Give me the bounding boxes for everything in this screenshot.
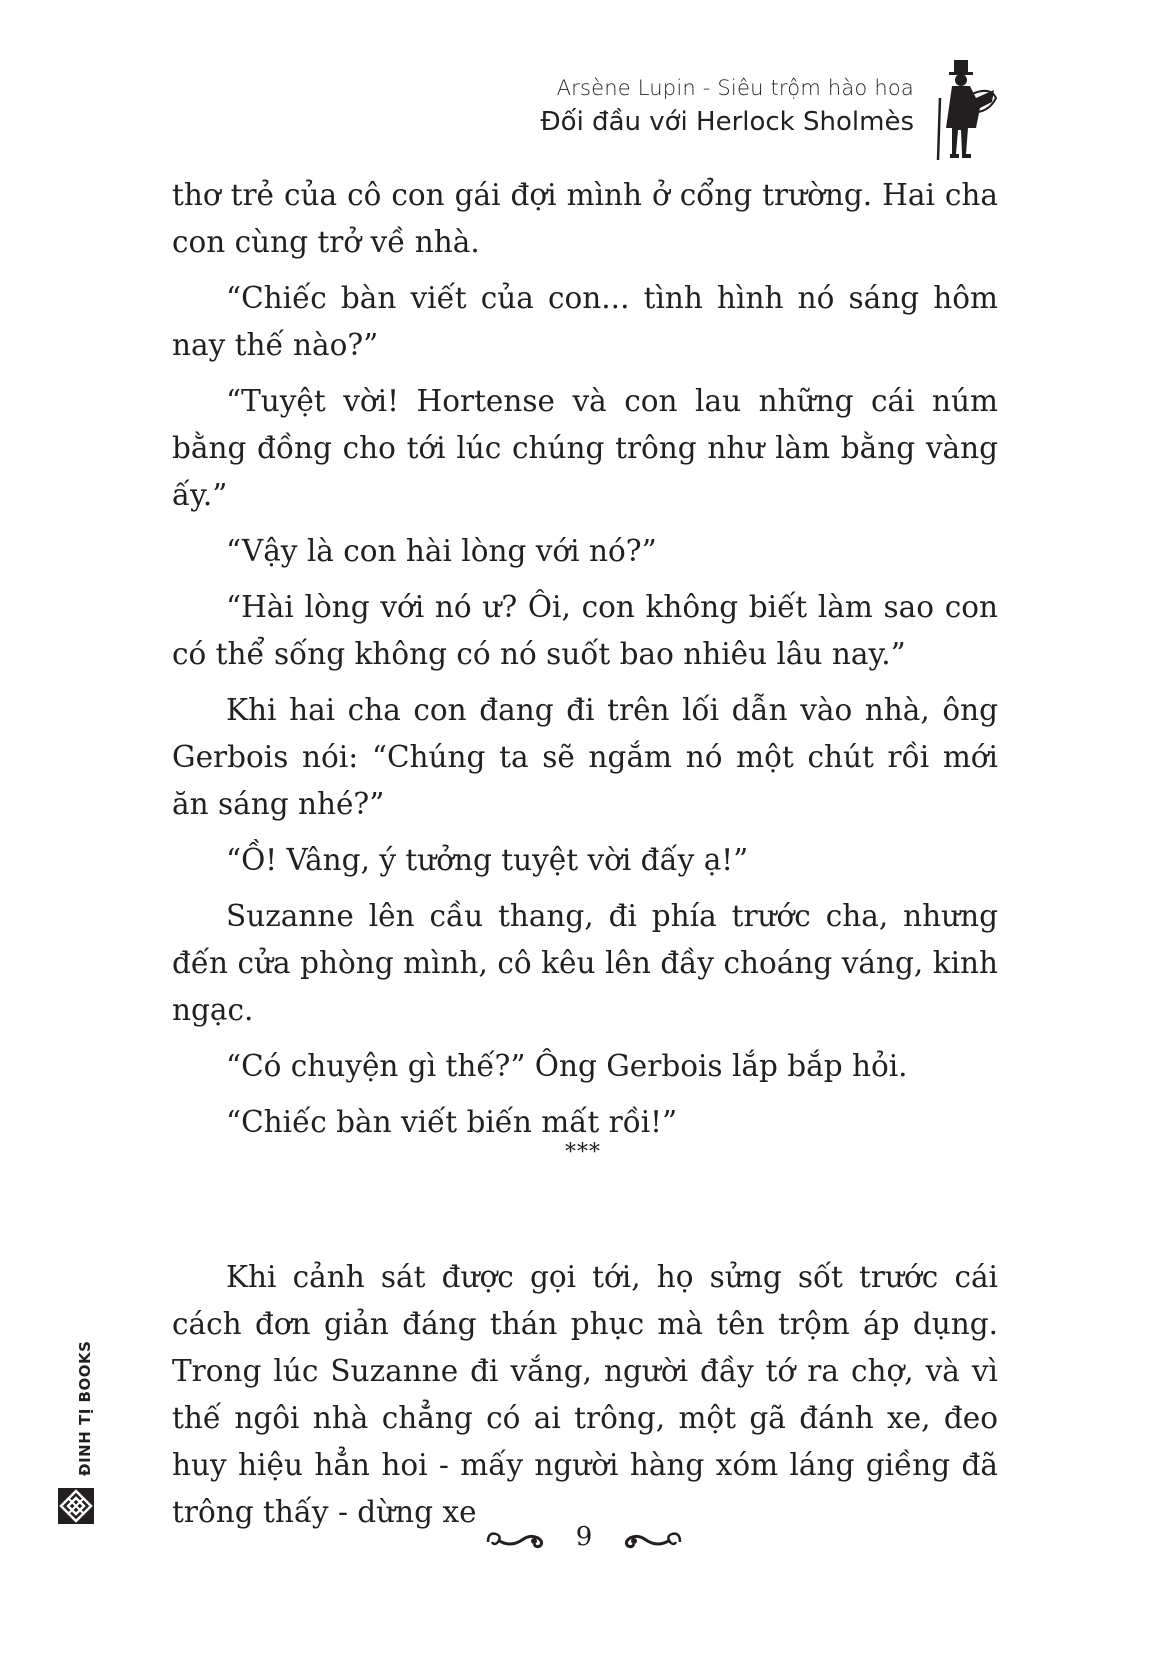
scroll-flourish-icon — [484, 1526, 546, 1552]
book-title: Đối đầu với Herlock Sholmès — [540, 107, 914, 137]
paragraph: “Chiếc bàn viết biến mất rồi!” — [226, 1105, 678, 1139]
paragraph: “Chiếc bàn viết của con... tình hình nó sáng hôm nay thế nào?” — [172, 281, 998, 362]
paragraph: “Ồ! Vâng, ý tưởng tuyệt vời đấy ạ!” — [226, 843, 749, 877]
paragraph: Khi hai cha con đang đi trên lối dẫn vào nhà, ông Gerbois nói: “Chúng ta sẽ ngắm nó một chút rồi mới ăn sáng nhé?” — [172, 693, 998, 821]
publisher-name: ĐINH TỊ BOOKS — [76, 1340, 94, 1476]
page-footer — [0, 1520, 1166, 1560]
section-separator: *** — [565, 1140, 601, 1165]
running-header — [541, 74, 914, 140]
diamond-knot-logo-icon — [56, 1486, 96, 1526]
main-text-continued — [172, 1254, 998, 1536]
page-number: 9 — [575, 1522, 593, 1552]
paragraph: “Tuyệt vời! Hortense và con lau những cái núm bằng đồng cho tới lúc chúng trông như làm bằng vàng ấy.” — [172, 384, 998, 512]
gentleman-thief-silhouette-icon — [932, 58, 998, 162]
paragraph: “Hài lòng với nó ư? Ôi, con không biết làm sao con có thể sống không có nó suốt bao nhiêu lâu nay.” — [172, 590, 998, 671]
paragraph: Suzanne lên cầu thang, đi phía trước cha, nhưng đến cửa phòng mình, cô kêu lên đầy choáng váng, kinh ngạc. — [172, 899, 998, 1027]
paragraph: thơ trẻ của cô con gái đợi mình ở cổng trường. Hai cha con cùng trở về nhà. — [172, 178, 998, 259]
main-text — [172, 172, 998, 1155]
scroll-flourish-icon — [622, 1526, 684, 1552]
paragraph: “Có chuyện gì thế?” Ông Gerbois lắp bắp hỏi. — [226, 1049, 908, 1083]
series-title: Arsène Lupin - Siêu trộm hào hoa — [556, 76, 914, 100]
publisher-mark — [56, 1340, 96, 1530]
paragraph: Khi cảnh sát được gọi tới, họ sửng sốt trước cái cách đơn giản đáng thán phục mà tên trộm áp dụng. Trong lúc Suzanne đi vắng, người đầy tớ ra chợ, và vì thế ngôi nhà chẳng có ai trông, một gã đánh xe, đeo huy hiệu hẳn hoi - mấy người hàng xóm láng giềng đã trông thấy - dừng xe — [172, 1260, 998, 1529]
paragraph: “Vậy là con hài lòng với nó?” — [226, 534, 657, 568]
